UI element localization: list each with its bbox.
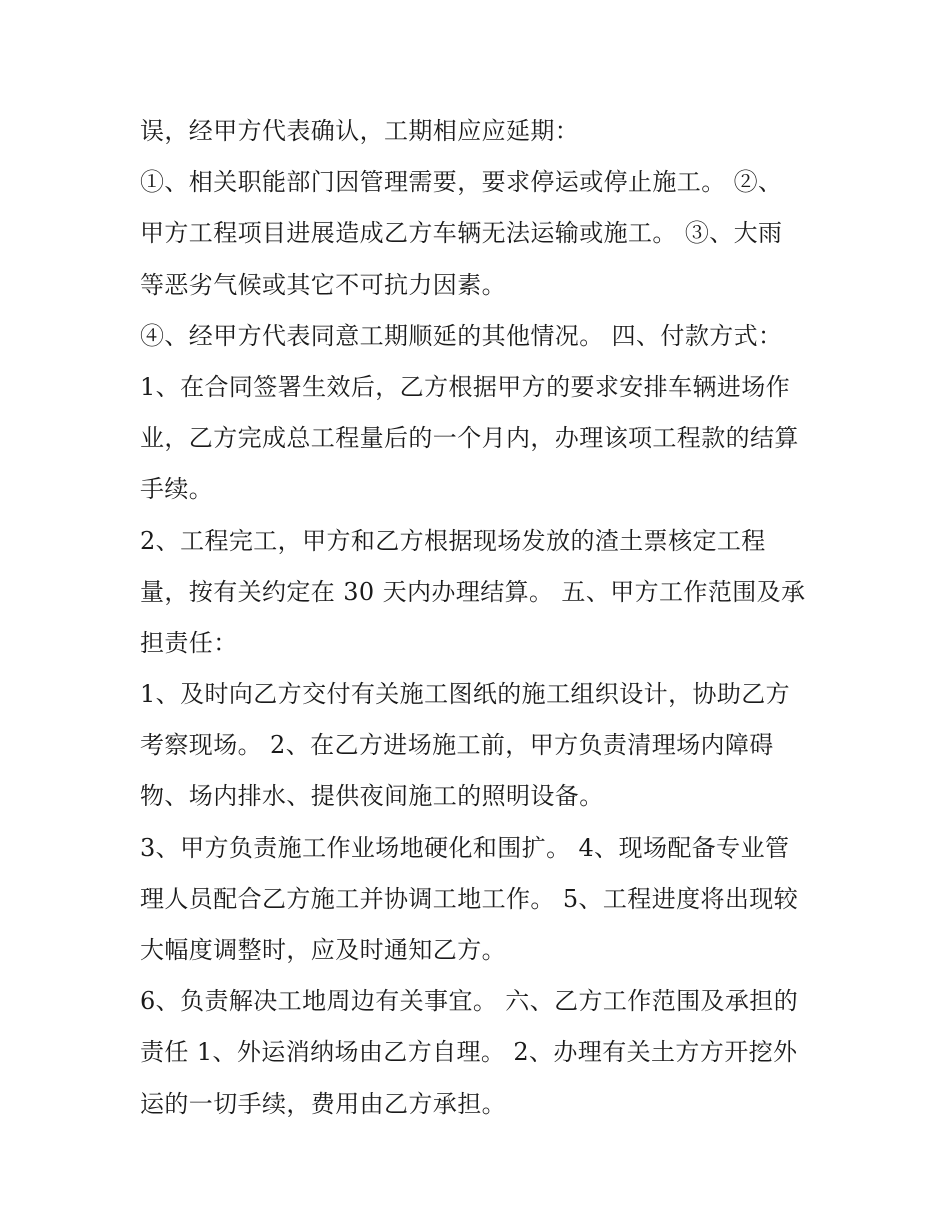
text-line: 等恶劣气候或其它不可抗力因素。 bbox=[140, 270, 506, 299]
text-line: 1、在合同签署生效后，乙方根据甲方的要求安排车辆进场作 bbox=[140, 372, 791, 401]
text-line: 担责任： bbox=[140, 628, 238, 657]
text-line: 2、工程完工，甲方和乙方根据现场发放的渣土票核定工程 bbox=[140, 526, 766, 555]
text-line: 理人员配合乙方施工并协调工地工作。 5、工程进度将出现较 bbox=[140, 884, 799, 913]
text-line: 误，经甲方代表确认，工期相应应延期： bbox=[140, 117, 580, 145]
text-line: ④、经甲方代表同意工期顺延的其他情况。 四、付款方式： bbox=[140, 321, 783, 350]
text-line: 甲方工程项目进展造成乙方车辆无法运输或施工。 ③、大雨 bbox=[140, 219, 783, 248]
text-line: ①、相关职能部门因管理需要，要求停运或停止施工。 ②、 bbox=[140, 168, 783, 197]
text-line: 大幅度调整时，应及时通知乙方。 bbox=[140, 936, 506, 964]
text-line: 责任 1、外运消纳场由乙方自理。 2、办理有关土方方开挖外 bbox=[140, 1038, 798, 1067]
text-line: 手续。 bbox=[140, 475, 214, 504]
text-line: 业，乙方完成总工程量后的一个月内，办理该项工程款的结算 bbox=[140, 424, 799, 453]
text-line: 量，按有关约定在 30 天内办理结算。 五、甲方工作范围及承 bbox=[140, 577, 806, 606]
document-body bbox=[140, 106, 820, 1130]
text-line: 运的一切手续，费用由乙方承担。 bbox=[140, 1089, 506, 1118]
text-line: 物、场内排水、提供夜间施工的照明设备。 bbox=[140, 782, 604, 811]
text-line: 6、负责解决工地周边有关事宜。 六、乙方工作范围及承担的 bbox=[140, 987, 799, 1016]
text-line: 考察现场。 2、在乙方进场施工前，甲方负责清理场内障碍 bbox=[140, 731, 774, 760]
text-line: 3、甲方负责施工作业场地硬化和围扩。 4、现场配备专业管 bbox=[140, 833, 790, 862]
text-line: 1、及时向乙方交付有关施工图纸的施工组织设计，协助乙方 bbox=[140, 680, 791, 709]
